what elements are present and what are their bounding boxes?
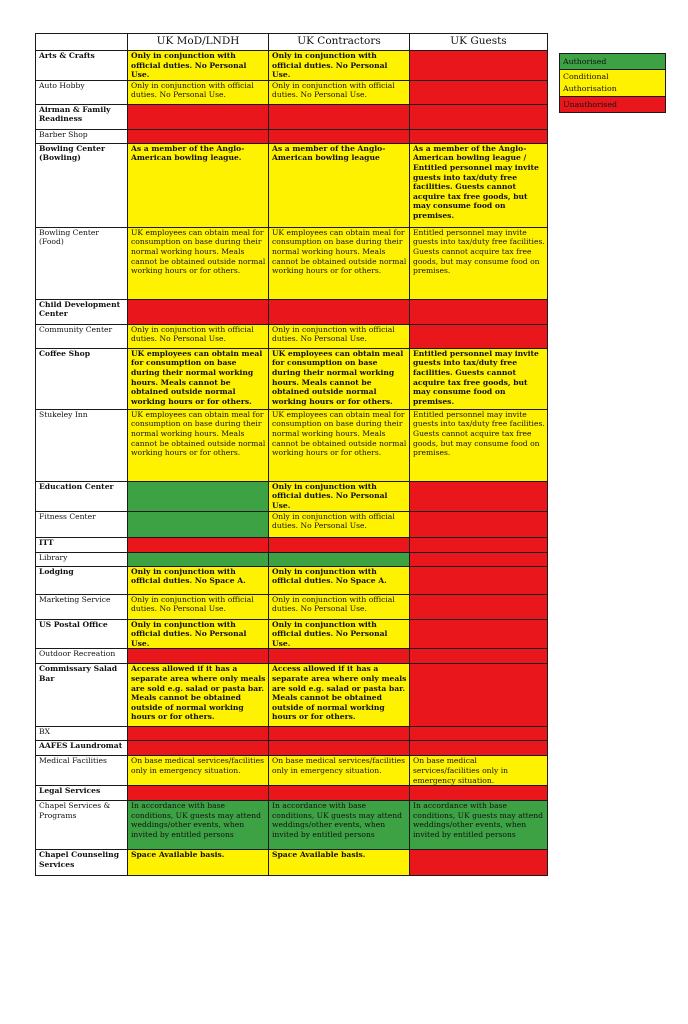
table-row [36, 566, 548, 594]
status-cell-uk-guests [410, 619, 548, 649]
table-row [36, 299, 548, 324]
status-cell-uk-guests [410, 299, 548, 324]
facility-name: AAFES Laundromat [36, 741, 128, 756]
status-cell-uk-contractors: On base medical services/facilities only in emergency situation. [269, 756, 410, 786]
status-cell-uk-mod-lndh: Only in conjunction with official duties. No Personal Use. [128, 80, 269, 104]
header-row [36, 34, 548, 51]
table-row [36, 664, 548, 727]
status-cell-uk-mod-lndh [128, 481, 269, 511]
status-cell-uk-mod-lndh [128, 537, 269, 552]
status-cell-uk-mod-lndh: Only in conjunction with official duties. No Personal Use. [128, 51, 269, 81]
status-cell-uk-mod-lndh [128, 511, 269, 537]
status-cell-uk-mod-lndh: On base medical services/facilities only in emergency situation. [128, 756, 269, 786]
status-cell-uk-contractors [269, 786, 410, 801]
status-cell-uk-contractors: Access allowed if it has a separate area where only meals are sold e.g. salad or pasta bar. Meals cannot be obtained outside of normal working hours or for others. [269, 664, 410, 727]
status-cell-uk-contractors: Only in conjunction with official duties. No Personal Use. [269, 51, 410, 81]
status-cell-uk-contractors: Only in conjunction with official duties. No Personal Use. [269, 80, 410, 104]
status-cell-uk-guests [410, 786, 548, 801]
legend-conditional: Conditional Authorisation [560, 70, 666, 97]
table-row [36, 649, 548, 664]
status-cell-uk-mod-lndh [128, 786, 269, 801]
facility-name: BX [36, 727, 128, 741]
status-cell-uk-guests: In accordance with base conditions, UK guests may attend weddings/other events, when invited by entitled persons [410, 801, 548, 850]
facility-name: Fitness Center [36, 511, 128, 537]
status-cell-uk-mod-lndh: Only in conjunction with official duties. No Personal Use. [128, 324, 269, 348]
status-cell-uk-mod-lndh: Access allowed if it has a separate area where only meals are sold e.g. salad or pasta bar. Meals cannot be obtained outside of normal working hours or for others. [128, 664, 269, 727]
status-cell-uk-guests [410, 51, 548, 81]
table-row [36, 481, 548, 511]
table-row [36, 594, 548, 619]
status-cell-uk-mod-lndh [128, 299, 269, 324]
status-cell-uk-contractors [269, 129, 410, 143]
facility-name: Outdoor Recreation [36, 649, 128, 664]
facility-name: Auto Hobby [36, 80, 128, 104]
status-cell-uk-guests [410, 594, 548, 619]
status-cell-uk-guests [410, 80, 548, 104]
facility-name: US Postal Office [36, 619, 128, 649]
facility-name: Legal Services [36, 786, 128, 801]
table-row [36, 756, 548, 786]
status-cell-uk-mod-lndh [128, 649, 269, 664]
table-row [36, 537, 548, 552]
table-row [36, 619, 548, 649]
status-cell-uk-contractors [269, 552, 410, 566]
status-cell-uk-contractors: In accordance with base conditions, UK guests may attend weddings/other events, when invited by entitled persons [269, 801, 410, 850]
table-row [36, 129, 548, 143]
table-row [36, 511, 548, 537]
status-cell-uk-mod-lndh: Only in conjunction with official duties. No Personal Use. [128, 594, 269, 619]
legend [559, 53, 666, 113]
table-row [36, 348, 548, 409]
table-row [36, 850, 548, 876]
status-cell-uk-contractors: Only in conjunction with official duties. No Personal Use. [269, 511, 410, 537]
table-row [36, 409, 548, 481]
table-row [36, 741, 548, 756]
facility-name: ITT [36, 537, 128, 552]
facility-name: Commissary Salad Bar [36, 664, 128, 727]
status-cell-uk-guests: As a member of the Anglo-American bowling league / Entitled personnel may invite guests into tax/duty free facilities. Guests cannot acquire tax free goods, but may consume food on premises. [410, 143, 548, 227]
status-cell-uk-guests [410, 511, 548, 537]
status-cell-uk-contractors [269, 649, 410, 664]
table-row [36, 786, 548, 801]
facility-name: Airman & Family Readiness [36, 104, 128, 129]
facility-name: Arts & Crafts [36, 51, 128, 81]
status-cell-uk-mod-lndh: UK employees can obtain meal for consumption on base during their normal working hours. Meals cannot be obtained outside normal working hours or for others. [128, 409, 269, 481]
status-cell-uk-contractors [269, 741, 410, 756]
status-cell-uk-mod-lndh [128, 104, 269, 129]
status-cell-uk-guests [410, 481, 548, 511]
status-cell-uk-guests [410, 566, 548, 594]
facility-name: Medical Facilities [36, 756, 128, 786]
facility-name: Chapel Counseling Services [36, 850, 128, 876]
status-cell-uk-contractors: UK employees can obtain meal for consumption on base during their normal working hours. Meals cannot be obtained outside normal working hours or for others. [269, 409, 410, 481]
facility-name: Stukeley Inn [36, 409, 128, 481]
status-cell-uk-mod-lndh: Only in conjunction with official duties. No Space A. [128, 566, 269, 594]
status-cell-uk-contractors: Only in conjunction with official duties. No Space A. [269, 566, 410, 594]
table-row [36, 324, 548, 348]
status-cell-uk-contractors [269, 104, 410, 129]
table-row [36, 727, 548, 741]
status-cell-uk-guests: Entitled personnel may invite guests into tax/duty free facilities. Guests cannot acquire tax free goods, but may consume food on premises. [410, 348, 548, 409]
status-cell-uk-guests [410, 104, 548, 129]
status-cell-uk-contractors [269, 299, 410, 324]
status-cell-uk-guests [410, 727, 548, 741]
status-cell-uk-guests [410, 537, 548, 552]
facility-name: Bowling Center (Food) [36, 227, 128, 299]
facility-name: Education Center [36, 481, 128, 511]
facility-name: Community Center [36, 324, 128, 348]
status-cell-uk-guests [410, 129, 548, 143]
table-row [36, 801, 548, 850]
status-cell-uk-contractors: As a member of the Anglo-American bowling league [269, 143, 410, 227]
header-uk-contractors: UK Contractors [269, 34, 410, 51]
header-uk-guests: UK Guests [410, 34, 548, 51]
table-row [36, 104, 548, 129]
status-cell-uk-contractors: Space Available basis. [269, 850, 410, 876]
table-row [36, 552, 548, 566]
table-row [36, 80, 548, 104]
status-cell-uk-mod-lndh: In accordance with base conditions, UK guests may attend weddings/other events, when invited by entitled persons [128, 801, 269, 850]
status-cell-uk-contractors: UK employees can obtain meal for consumption on base during their normal working hours. Meals cannot be obtained outside normal working hours or for others. [269, 227, 410, 299]
status-cell-uk-guests: Entitled personnel may invite guests into tax/duty free facilities. Guests cannot acquire tax free goods, but may consume food on premises. [410, 409, 548, 481]
status-cell-uk-guests [410, 741, 548, 756]
facility-name: Library [36, 552, 128, 566]
table-row [36, 51, 548, 81]
status-cell-uk-contractors [269, 537, 410, 552]
header-facility [36, 34, 128, 51]
facility-name: Lodging [36, 566, 128, 594]
facility-name: Child Development Center [36, 299, 128, 324]
status-cell-uk-contractors: Only in conjunction with official duties. No Personal Use. [269, 619, 410, 649]
status-cell-uk-contractors: Only in conjunction with official duties. No Personal Use. [269, 594, 410, 619]
status-cell-uk-guests [410, 552, 548, 566]
status-cell-uk-mod-lndh: As a member of the Anglo-American bowling league. [128, 143, 269, 227]
status-cell-uk-guests: Entitled personnel may invite guests into tax/duty free facilities. Guests cannot acquire tax free goods, but may consume food on premises. [410, 227, 548, 299]
status-cell-uk-mod-lndh: UK employees can obtain meal for consumption on base during their normal working hours. Meals cannot be obtained outside normal working hours or for others. [128, 348, 269, 409]
facility-name: Barber Shop [36, 129, 128, 143]
status-cell-uk-contractors: Only in conjunction with official duties. No Personal Use. [269, 324, 410, 348]
header-uk-mod-lndh: UK MoD/LNDH [128, 34, 269, 51]
facility-name: Coffee Shop [36, 348, 128, 409]
status-cell-uk-mod-lndh: Only in conjunction with official duties. No Personal Use. [128, 619, 269, 649]
status-cell-uk-mod-lndh: UK employees can obtain meal for consumption on base during their normal working hours. Meals cannot be obtained outside normal working hours or for others. [128, 227, 269, 299]
status-cell-uk-guests [410, 850, 548, 876]
status-cell-uk-mod-lndh [128, 727, 269, 741]
status-cell-uk-guests [410, 324, 548, 348]
table-row [36, 227, 548, 299]
status-cell-uk-guests: On base medical services/facilities only in emergency situation. [410, 756, 548, 786]
status-cell-uk-guests [410, 664, 548, 727]
facility-name: Bowling Center (Bowling) [36, 143, 128, 227]
table-body [36, 51, 548, 876]
status-cell-uk-mod-lndh [128, 129, 269, 143]
status-cell-uk-mod-lndh: Space Available basis. [128, 850, 269, 876]
legend-authorised: Authorised [560, 54, 666, 70]
status-cell-uk-guests [410, 649, 548, 664]
table-row [36, 143, 548, 227]
status-cell-uk-mod-lndh [128, 552, 269, 566]
legend-unauthorised: Unauthorised [560, 97, 666, 113]
facility-name: Marketing Service [36, 594, 128, 619]
facility-authorisation-table [35, 33, 548, 876]
status-cell-uk-contractors: Only in conjunction with official duties. No Personal Use. [269, 481, 410, 511]
status-cell-uk-mod-lndh [128, 741, 269, 756]
facility-name: Chapel Services & Programs [36, 801, 128, 850]
status-cell-uk-contractors [269, 727, 410, 741]
status-cell-uk-contractors: UK employees can obtain meal for consumption on base during their normal working hours. Meals cannot be obtained outside normal working hours or for others. [269, 348, 410, 409]
